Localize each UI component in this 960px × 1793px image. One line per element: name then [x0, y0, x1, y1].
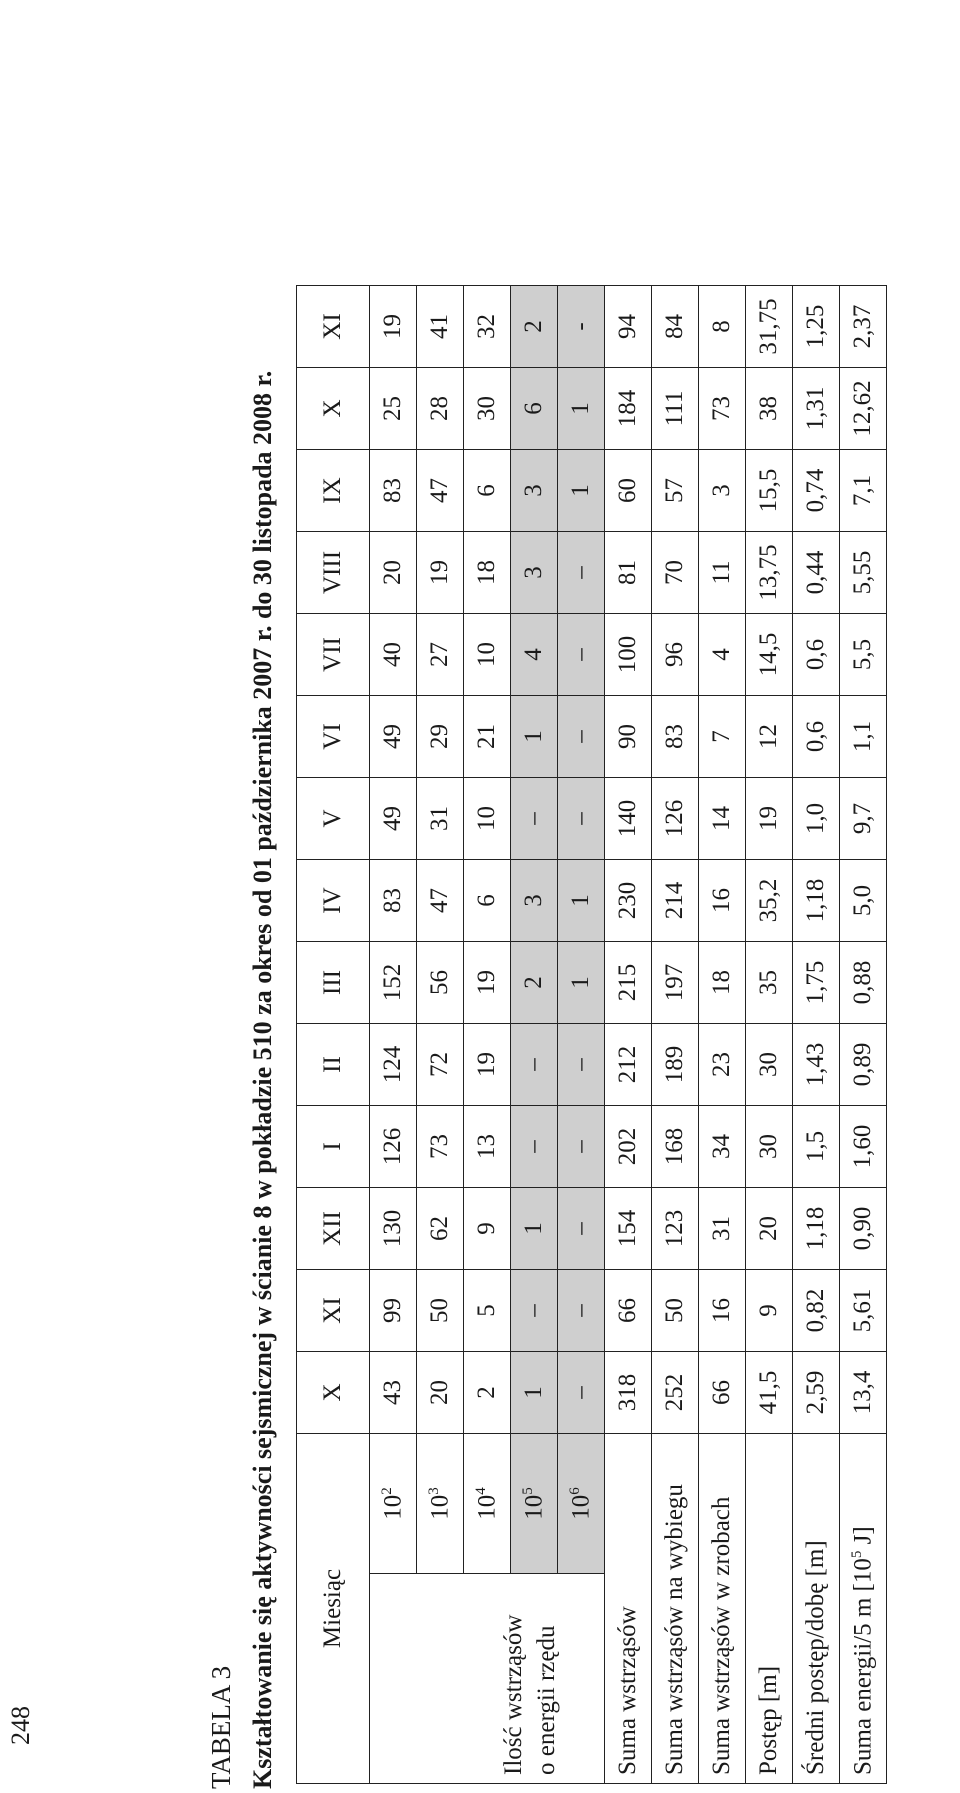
energy-order-base: 10 — [426, 1494, 454, 1520]
row-label: Suma wstrząsów na wybiegu — [652, 1434, 699, 1784]
table-cell: 21 — [464, 696, 511, 778]
table-cell: 19 — [464, 1024, 511, 1106]
table-label: TABELA 3 — [206, 1665, 236, 1789]
energy-order-exponent: 4 — [472, 1487, 489, 1495]
energy-order-exponent: 6 — [566, 1487, 583, 1495]
table-cell: 83 — [652, 696, 699, 778]
table-cell: 18 — [464, 532, 511, 614]
table-cell: 81 — [605, 532, 652, 614]
table-cell: 23 — [699, 1024, 746, 1106]
table-cell: 5,5 — [840, 614, 887, 696]
table-cell: 13,4 — [840, 1352, 887, 1434]
table-cell: 5,61 — [840, 1270, 887, 1352]
table-cell: 1 — [558, 450, 605, 532]
table-cell: 8 — [699, 286, 746, 368]
table-cell: 62 — [417, 1188, 464, 1270]
table-cell: 3 — [511, 532, 558, 614]
table-cell: 2,37 — [840, 286, 887, 368]
table-cell: 1,43 — [793, 1024, 840, 1106]
table-cell: 66 — [605, 1270, 652, 1352]
table-cell: 9 — [746, 1270, 793, 1352]
table-cell: 31 — [417, 778, 464, 860]
month-header-cell: II — [297, 1024, 370, 1106]
table-cell: – — [558, 1270, 605, 1352]
table-cell: 168 — [652, 1106, 699, 1188]
table-cell: 19 — [464, 942, 511, 1024]
table-cell: 83 — [370, 450, 417, 532]
month-header-cell: I — [297, 1106, 370, 1188]
table-cell: 31 — [699, 1188, 746, 1270]
table-cell: 189 — [652, 1024, 699, 1106]
row-label: Suma wstrząsów — [605, 1434, 652, 1784]
table-cell: 5,0 — [840, 860, 887, 942]
table-cell: - — [558, 286, 605, 368]
row-label: Suma wstrząsów w zrobach — [699, 1434, 746, 1784]
month-header-cell: III — [297, 942, 370, 1024]
table-cell: 10 — [464, 614, 511, 696]
energy-row — [558, 286, 605, 1784]
energy-order-base: 10 — [473, 1494, 501, 1520]
table-cell: 28 — [417, 368, 464, 450]
table-cell: 73 — [417, 1106, 464, 1188]
table-cell: 13,75 — [746, 532, 793, 614]
table-cell: 20 — [370, 532, 417, 614]
energy-order-base: 10 — [567, 1494, 595, 1520]
table-cell: 126 — [652, 778, 699, 860]
table-cell: 66 — [699, 1352, 746, 1434]
table-cell: 30 — [464, 368, 511, 450]
table-cell: – — [558, 532, 605, 614]
table-cell: 32 — [464, 286, 511, 368]
table-cell: 50 — [417, 1270, 464, 1352]
energy-order-base: 10 — [520, 1494, 548, 1520]
table-cell: 2,59 — [793, 1352, 840, 1434]
energy-order-label — [417, 1434, 464, 1574]
table-cell: 1 — [558, 942, 605, 1024]
table-cell: 140 — [605, 778, 652, 860]
table-cell: 1,31 — [793, 368, 840, 450]
energy-row — [417, 286, 464, 1784]
energy-order-exponent: 2 — [378, 1487, 395, 1495]
table-cell: 1 — [558, 368, 605, 450]
table-cell: 49 — [370, 778, 417, 860]
table-cell: 4 — [511, 614, 558, 696]
table-cell: 19 — [746, 778, 793, 860]
month-header-cell: X — [297, 1352, 370, 1434]
table-cell: 34 — [699, 1106, 746, 1188]
energy-group-label — [370, 1574, 605, 1784]
energy-sum-row — [840, 286, 887, 1784]
table-cell: 126 — [370, 1106, 417, 1188]
table-cell: 18 — [699, 942, 746, 1024]
month-header-cell: XI — [297, 1270, 370, 1352]
table-cell: 16 — [699, 860, 746, 942]
table-cell: 20 — [417, 1352, 464, 1434]
table-cell: 1,1 — [840, 696, 887, 778]
table-cell: 73 — [699, 368, 746, 450]
energy-sum-label-prefix: Suma energii/5 m [10 — [849, 1558, 877, 1775]
table-cell: 57 — [652, 450, 699, 532]
table-cell: 10 — [464, 778, 511, 860]
table-cell: – — [558, 696, 605, 778]
month-header-cell: IX — [297, 450, 370, 532]
seismic-activity-table — [296, 285, 887, 1784]
summary-row — [746, 286, 793, 1784]
table-cell: 1 — [511, 1352, 558, 1434]
table-cell: – — [511, 1106, 558, 1188]
table-cell: – — [558, 778, 605, 860]
table-cell: 184 — [605, 368, 652, 450]
table-cell: 130 — [370, 1188, 417, 1270]
table-cell: 2 — [511, 942, 558, 1024]
energy-row — [511, 286, 558, 1784]
table-cell: 99 — [370, 1270, 417, 1352]
energy-order-base: 10 — [379, 1494, 407, 1520]
table-cell: 0,88 — [840, 942, 887, 1024]
table-cell: 154 — [605, 1188, 652, 1270]
seismic-activity-table-wrap — [296, 285, 887, 1784]
month-header-cell: V — [297, 778, 370, 860]
energy-order-label — [464, 1434, 511, 1574]
table-cell: 41,5 — [746, 1352, 793, 1434]
table-cell: 7 — [699, 696, 746, 778]
table-cell: 9,7 — [840, 778, 887, 860]
table-cell: 9 — [464, 1188, 511, 1270]
table-cell: 25 — [370, 368, 417, 450]
energy-sum-label-exponent: 5 — [848, 1550, 865, 1559]
table-cell: 252 — [652, 1352, 699, 1434]
table-cell: 3 — [511, 450, 558, 532]
summary-row — [699, 286, 746, 1784]
table-cell: 152 — [370, 942, 417, 1024]
table-cell: 123 — [652, 1188, 699, 1270]
row-label: Średni postęp/dobę [m] — [793, 1434, 840, 1784]
table-cell: 214 — [652, 860, 699, 942]
table-cell: 19 — [370, 286, 417, 368]
table-cell: 0,44 — [793, 532, 840, 614]
month-header: Miesiąc — [297, 1434, 370, 1784]
table-cell: 14,5 — [746, 614, 793, 696]
table-cell: 84 — [652, 286, 699, 368]
rotated-table-page — [206, 9, 960, 1789]
table-title: Kształtowanie się aktywności sejsmicznej w ścianie 8 w pokładzie 510 za okres od 01 października 2007 r. do 30 listopada 2008 r. — [248, 370, 277, 1789]
table-cell: – — [558, 1024, 605, 1106]
table-cell: 20 — [746, 1188, 793, 1270]
table-cell: 72 — [417, 1024, 464, 1106]
table-cell: 38 — [746, 368, 793, 450]
energy-order-exponent: 5 — [519, 1487, 536, 1495]
table-cell: 1,60 — [840, 1106, 887, 1188]
table-cell: 318 — [605, 1352, 652, 1434]
energy-group-label-line2: o energii rzędu — [533, 1625, 561, 1775]
table-cell: 0,89 — [840, 1024, 887, 1106]
table-cell: – — [558, 1352, 605, 1434]
table-cell: 5 — [464, 1270, 511, 1352]
table-cell: 47 — [417, 860, 464, 942]
table-cell: 2 — [464, 1352, 511, 1434]
table-cell: 50 — [652, 1270, 699, 1352]
table-cell: 1,18 — [793, 860, 840, 942]
month-header-cell: X — [297, 368, 370, 450]
table-body — [297, 286, 887, 1784]
month-header-cell: VII — [297, 614, 370, 696]
table-cell: 94 — [605, 286, 652, 368]
summary-row — [652, 286, 699, 1784]
energy-row — [464, 286, 511, 1784]
table-cell: – — [558, 1106, 605, 1188]
table-cell: 14 — [699, 778, 746, 860]
energy-order-label — [511, 1434, 558, 1574]
table-cell: 90 — [605, 696, 652, 778]
summary-row — [605, 286, 652, 1784]
table-cell: 2 — [511, 286, 558, 368]
table-cell: 1 — [511, 1188, 558, 1270]
energy-order-exponent: 3 — [425, 1487, 442, 1495]
table-cell: 19 — [417, 532, 464, 614]
energy-row — [370, 286, 417, 1784]
table-cell: 29 — [417, 696, 464, 778]
table-cell: 83 — [370, 860, 417, 942]
header-row — [297, 286, 370, 1784]
table-cell: 0,90 — [840, 1188, 887, 1270]
table-cell: – — [558, 1188, 605, 1270]
table-cell: 6 — [464, 450, 511, 532]
table-cell: 0,6 — [793, 696, 840, 778]
table-cell: 4 — [699, 614, 746, 696]
table-cell: 31,75 — [746, 286, 793, 368]
table-cell: 16 — [699, 1270, 746, 1352]
energy-order-label — [558, 1434, 605, 1574]
table-cell: 1,25 — [793, 286, 840, 368]
table-cell: 49 — [370, 696, 417, 778]
table-cell: 197 — [652, 942, 699, 1024]
table-cell: – — [511, 1270, 558, 1352]
summary-row — [793, 286, 840, 1784]
table-cell: 56 — [417, 942, 464, 1024]
row-label — [840, 1434, 887, 1784]
month-header-cell: XII — [297, 1188, 370, 1270]
table-cell: 96 — [652, 614, 699, 696]
table-cell: 5,55 — [840, 532, 887, 614]
table-cell: 212 — [605, 1024, 652, 1106]
row-label: Postęp [m] — [746, 1434, 793, 1784]
table-cell: 124 — [370, 1024, 417, 1106]
table-cell: 41 — [417, 286, 464, 368]
table-cell: 12 — [746, 696, 793, 778]
month-header-cell: VI — [297, 696, 370, 778]
energy-sum-label-suffix: J] — [849, 1526, 877, 1551]
table-cell: 1,75 — [793, 942, 840, 1024]
page-number: 248 — [6, 1706, 35, 1745]
table-cell: 30 — [746, 1024, 793, 1106]
table-cell: 43 — [370, 1352, 417, 1434]
table-cell: 27 — [417, 614, 464, 696]
energy-order-label — [370, 1434, 417, 1574]
table-cell: 70 — [652, 532, 699, 614]
month-header-cell: XI — [297, 286, 370, 368]
table-cell: 30 — [746, 1106, 793, 1188]
table-cell: 40 — [370, 614, 417, 696]
table-cell: 1,5 — [793, 1106, 840, 1188]
table-cell: 6 — [511, 368, 558, 450]
table-cell: 15,5 — [746, 450, 793, 532]
table-cell: 35 — [746, 942, 793, 1024]
table-cell: 6 — [464, 860, 511, 942]
table-cell: – — [558, 614, 605, 696]
table-cell: 35,2 — [746, 860, 793, 942]
table-cell: 111 — [652, 368, 699, 450]
month-header-cell: VIII — [297, 532, 370, 614]
table-cell: 0,6 — [793, 614, 840, 696]
table-cell: 0,82 — [793, 1270, 840, 1352]
table-cell: 0,74 — [793, 450, 840, 532]
table-cell: 11 — [699, 532, 746, 614]
table-cell: 230 — [605, 860, 652, 942]
table-cell: 202 — [605, 1106, 652, 1188]
table-cell: 1 — [558, 860, 605, 942]
table-cell: 1 — [511, 696, 558, 778]
table-cell: – — [511, 1024, 558, 1106]
table-cell: 3 — [511, 860, 558, 942]
table-cell: 3 — [699, 450, 746, 532]
table-cell: 13 — [464, 1106, 511, 1188]
table-cell: 7,1 — [840, 450, 887, 532]
table-cell: 1,18 — [793, 1188, 840, 1270]
month-header-cell: IV — [297, 860, 370, 942]
energy-group-label-line1: Ilość wstrząsów — [499, 1614, 527, 1775]
table-cell: 100 — [605, 614, 652, 696]
table-cell: 1,0 — [793, 778, 840, 860]
table-cell: 47 — [417, 450, 464, 532]
table-cell: 12,62 — [840, 368, 887, 450]
table-cell: – — [511, 778, 558, 860]
table-cell: 215 — [605, 942, 652, 1024]
table-cell: 60 — [605, 450, 652, 532]
